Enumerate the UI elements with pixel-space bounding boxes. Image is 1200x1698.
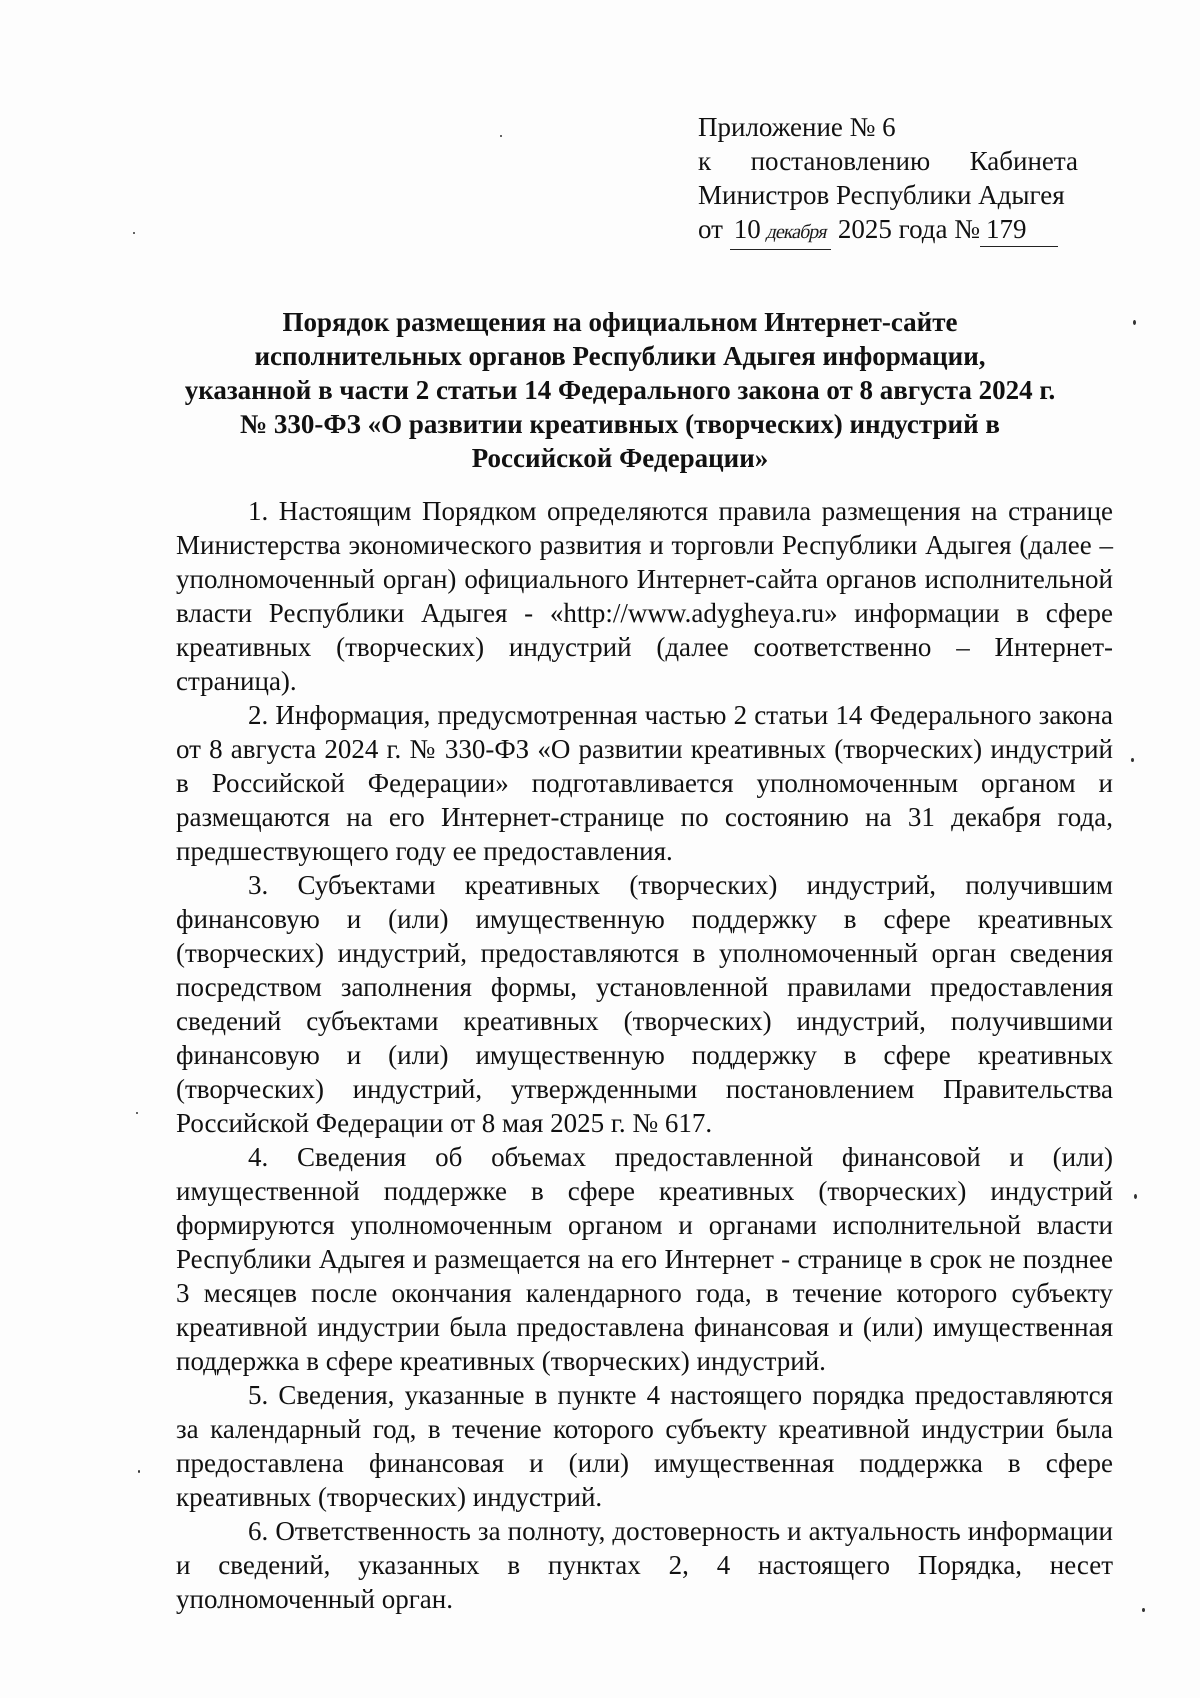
handwritten-date xyxy=(730,212,831,250)
scan-speck xyxy=(138,1470,140,1473)
scan-speck xyxy=(1134,1194,1137,1199)
scan-speck xyxy=(133,232,135,234)
date-prefix: от xyxy=(698,214,723,244)
document-title xyxy=(170,305,1070,475)
scan-speck xyxy=(500,135,502,137)
appendix-header xyxy=(698,110,1078,250)
title-line: указанной в части 2 статьи 14 Федерального закона от 8 августа 2024 г. xyxy=(184,375,1056,405)
date-day: 10 xyxy=(733,214,761,244)
paragraph-3: 3. Субъектами креативных (творческих) индустрий, получившим финансовую и (или) имущественную поддержку в сфере креативных (творческих) индустрий, предоставляются в уполномоченный орган сведения посредством заполнения формы, установленной правилами предоставления сведений субъектами креативных (творческих) индустрий, получившими финансовую и (или) имущественную поддержку в сфере креативных (творческих) индустрий, утвержденными постановлением Правительства Российской Федерации от 8 мая 2025 г. № 617. xyxy=(176,870,1113,1138)
resolution-word: постановлению xyxy=(750,146,931,176)
paragraph-4: 4. Сведения об объемах предоставленной финансовой и (или) имущественной поддержке в сфере креативных (творческих) индустрий формируются уполномоченным органом и органами исполнительной власти Республики Адыгея и размещается на его Интернет - странице в срок не позднее 3 месяцев после окончания календарного года, в течение которого субъекту креативной индустрии была предоставлена финансовая и (или) имущественная поддержка в сфере креативных (творческих) индустрий. xyxy=(176,1142,1113,1376)
paragraph-5: 5. Сведения, указанные в пункте 4 настоящего порядка предоставляются за календарный год, в течение которого субъекту креативной индустрии была предоставлена финансовая и (или) имущественная поддержка в сфере креативных (творческих) индустрий. xyxy=(176,1380,1113,1512)
document-number: 179 xyxy=(980,212,1058,247)
resolution-prefix: к xyxy=(698,146,712,176)
title-line: № 330-ФЗ «О развитии креативных (творческих) индустрий в xyxy=(240,409,1000,439)
date-year: 2025 года № xyxy=(837,214,981,244)
title-line: исполнительных органов Республики Адыгея информации, xyxy=(254,341,986,371)
scan-speck xyxy=(1133,320,1136,325)
scan-speck xyxy=(136,1112,138,1114)
document-body xyxy=(176,494,1113,1616)
cabinet-word: Кабинета xyxy=(969,146,1078,176)
paragraph-2: 2. Информация, предусмотренная частью 2 статьи 14 Федерального закона от 8 августа 2024 г. № 330-ФЗ «О развитии креативных (творческих) индустрий в Российской Федерации» подготавливается уполномоченным органом и размещаются на его Интернет-странице по состоянию на 31 декабря года, предшествующего году ее предоставления. xyxy=(176,700,1113,866)
paragraph-6: 6. Ответственность за полноту, достоверность и актуальность информации и сведений, указанных в пунктах 2, 4 настоящего Порядка, несет уполномоченный орган. xyxy=(176,1516,1113,1614)
ministers-line: Министров Республики Адыгея xyxy=(698,180,1065,210)
scan-speck xyxy=(1142,1608,1145,1612)
paragraph-1: 1. Настоящим Порядком определяются правила размещения на странице Министерства экономического развития и торговли Республики Адыгея (далее – уполномоченный орган) официального Интернет-сайта органов исполнительной власти Республики Адыгея - «http://www.adygheya.ru» информации в сфере креативных (творческих) индустрий (далее соответственно – Интернет-страница). xyxy=(176,496,1113,696)
title-line: Российской Федерации» xyxy=(471,443,769,473)
scan-speck xyxy=(1131,758,1134,762)
resolution-line xyxy=(698,144,1078,178)
date-month: декабря xyxy=(765,221,830,243)
appendix-number: Приложение № 6 xyxy=(698,112,896,142)
title-line: Порядок размещения на официальном Интернет-сайте xyxy=(282,307,958,337)
date-line xyxy=(698,212,1078,250)
